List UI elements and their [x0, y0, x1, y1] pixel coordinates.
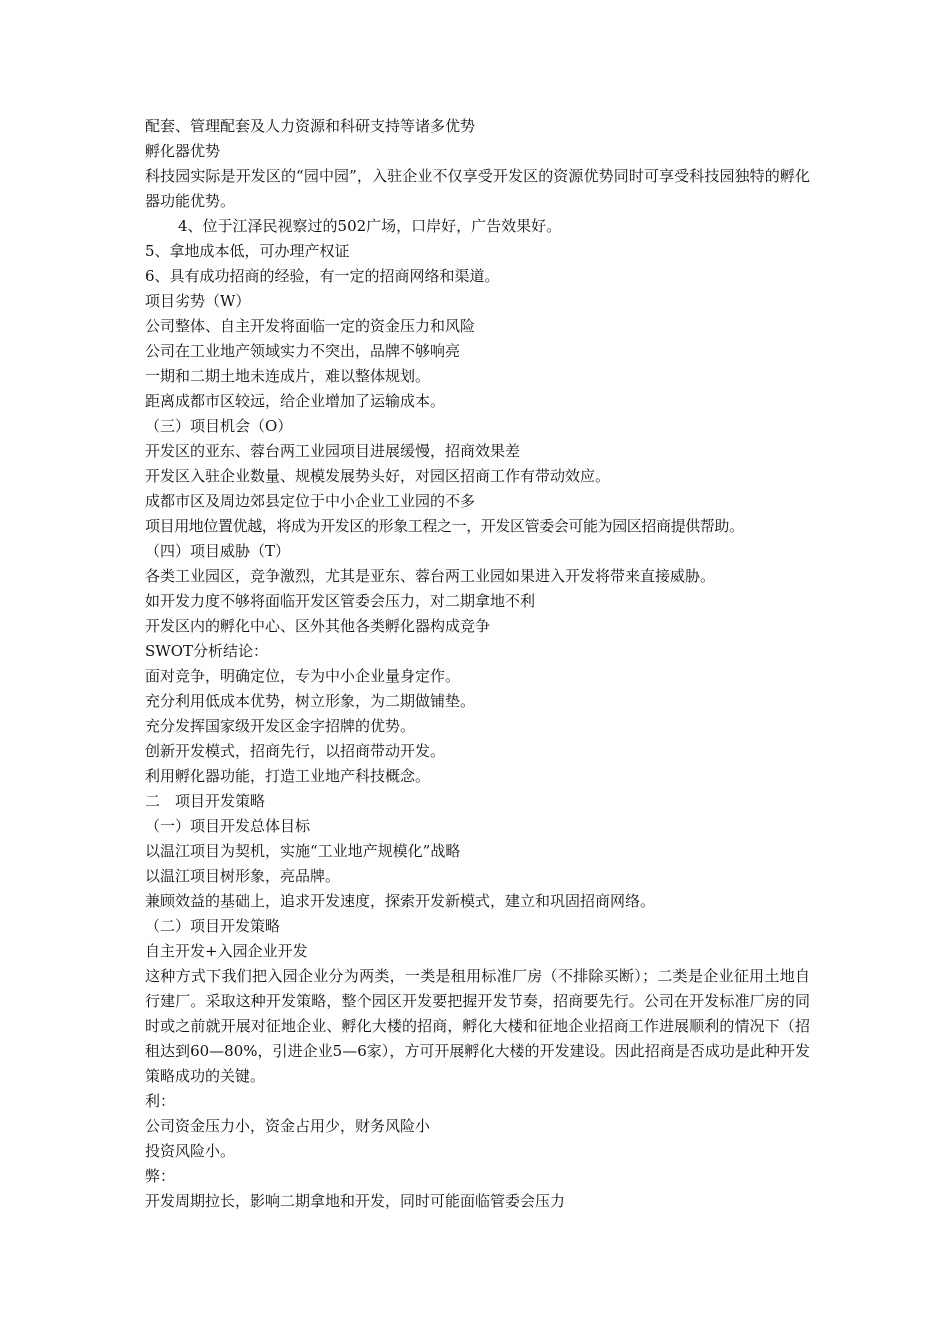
section-heading: （一）项目开发总体目标	[145, 817, 311, 835]
section-heading: （二）项目开发策略	[145, 917, 281, 935]
list-item: 5、拿地成本低，可办理产权证	[145, 242, 350, 260]
text-line: 自主开发+入园企业开发	[145, 942, 308, 960]
text-line: 距离成都市区较远，给企业增加了运输成本。	[145, 392, 446, 410]
text-line: 面对竞争，明确定位，专为中小企业量身定作。	[145, 667, 461, 685]
text-line: 投资风险小。	[145, 1142, 236, 1160]
text-line: 各类工业园区，竞争激烈，尤其是亚东、蓉台两工业园如果进入开发将带来直接威胁。	[145, 567, 716, 585]
text-line: 配套、管理配套及人力资源和科研支持等诸多优势	[145, 117, 476, 135]
list-item: 6、具有成功招商的经验，有一定的招商网络和渠道。	[145, 267, 500, 285]
text-line: 充分利用低成本优势，树立形象，为二期做铺垫。	[145, 692, 476, 710]
text-line: 创新开发模式，招商先行，以招商带动开发。	[145, 742, 446, 760]
text-line: 开发区内的孵化中心、区外其他各类孵化器构成竞争	[145, 617, 491, 635]
text-line: 一期和二期土地未连成片，难以整体规划。	[145, 367, 431, 385]
section-heading: 项目劣势（W）	[145, 292, 251, 310]
section-heading: （三）项目机会（O）	[145, 417, 293, 435]
section-heading: 二 项目开发策略	[145, 792, 266, 810]
paragraph: 科技园实际是开发区的“园中园”，入驻企业不仅享受开发区的资源优势同时可享受科技园独特的孵化器功能优势。	[145, 167, 810, 210]
section-heading: 孵化器优势	[145, 142, 221, 160]
text-line: 开发区入驻企业数量、规模发展势头好，对园区招商工作有带动效应。	[145, 467, 611, 485]
text-line: 以温江项目树形象，亮品牌。	[145, 867, 341, 885]
document-body	[145, 114, 810, 1214]
text-line: 利用孵化器功能，打造工业地产科技概念。	[145, 767, 431, 785]
text-line: 公司整体、自主开发将面临一定的资金压力和风险	[145, 317, 476, 335]
text-line: 弊：	[145, 1167, 176, 1185]
text-line: 项目用地位置优越，将成为开发区的形象工程之一，开发区管委会可能为园区招商提供帮助。	[145, 517, 744, 535]
text-line: 兼顾效益的基础上，追求开发速度，探索开发新模式，建立和巩固招商网络。	[145, 892, 656, 910]
text-line: 充分发挥国家级开发区金字招牌的优势。	[145, 717, 416, 735]
text-line: 开发周期拉长，影响二期拿地和开发，同时可能面临管委会压力	[145, 1192, 566, 1210]
text-line: 以温江项目为契机，实施“工业地产规模化”战略	[145, 842, 461, 860]
section-heading: （四）项目威胁（T）	[145, 542, 291, 560]
text-line: 公司资金压力小，资金占用少，财务风险小	[145, 1117, 431, 1135]
paragraph: 这种方式下我们把入园企业分为两类，一类是租用标准厂房（不排除买断）；二类是企业征用土地自行建厂。采取这种开发策略，整个园区开发要把握开发节奏，招商要先行。公司在开发标准厂房的同时或之前就开展对征地企业、孵化大楼的招商，孵化大楼和征地企业招商工作进展顺利的情况下（招租达到60—80%，引进企业5—6家），方可开展孵化大楼的开发建设。因此招商是否成功是此种开发策略成功的关键。	[145, 967, 810, 1085]
section-heading: SWOT分析结论：	[145, 642, 268, 660]
text-line: 开发区的亚东、蓉台两工业园项目进展缓慢，招商效果差	[145, 442, 521, 460]
text-line: 如开发力度不够将面临开发区管委会压力，对二期拿地不利	[145, 592, 536, 610]
list-item: 4、位于江泽民视察过的502广场，口岸好，广告效果好。	[178, 217, 562, 235]
text-line: 公司在工业地产领域实力不突出，品牌不够响亮	[145, 342, 461, 360]
text-line: 利：	[145, 1092, 176, 1110]
text-line: 成都市区及周边郊县定位于中小企业工业园的不多	[145, 492, 476, 510]
